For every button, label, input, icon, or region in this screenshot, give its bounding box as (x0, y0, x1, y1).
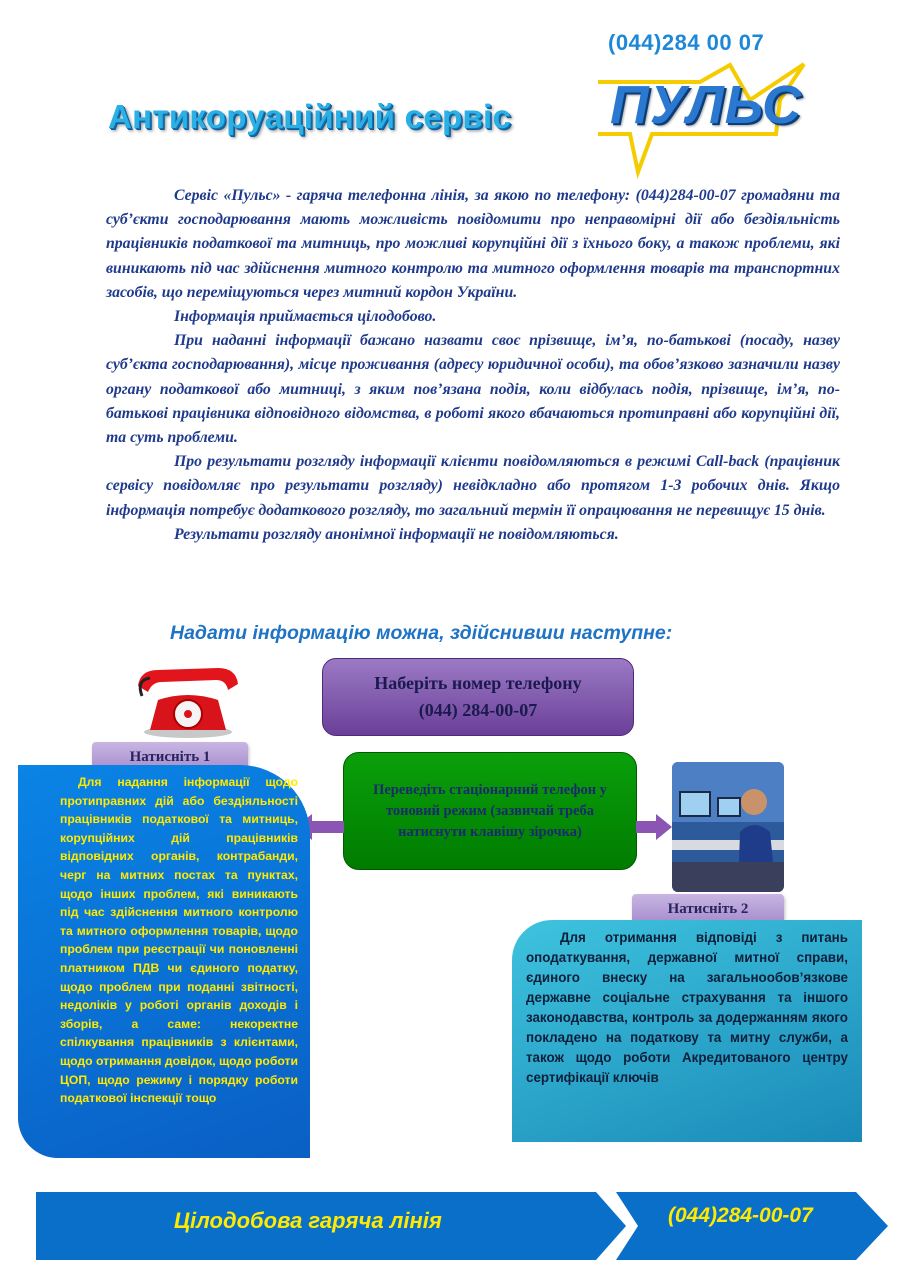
option-1-text: Для надання інформації щодо протиправних дій або бездіяльності працівників податкової та митниць, корупційних дій працівників відповідних органів, контрабанди, черг на митних постах та пунктах, щодо інших проблем, які виникають під час здійснення митного контролю та митного оформлення товарів, щодо проблем при реєстрації чи поновленні платником ПДВ чи єдиного податку, щодо проблем при поданні звітності, недоліків у роботі органів доходів і зборів, а саме: некоректне спілкування працівників з клієнтами, щодо отримання довідок, щодо роботи ЦОП, щодо режиму і порядку роботи податкової інспекції тощо (60, 775, 298, 1106)
hotline-label: Цілодобова гаряча лінія (174, 1208, 442, 1233)
press-2-label: Натисніть 2 (632, 894, 784, 924)
dial-instruction: Наберіть номер телефону (374, 673, 582, 693)
telephone-icon (128, 660, 246, 740)
press-1-label: Натисніть 1 (92, 742, 248, 772)
option-2-text: Для отримання відповіді з питань оподаткування, державної митної справи, єдиного внеску на загальнообов’язкове державне соціальне страхування та іншого законодавства, контроль за додержанням якого покладено на податкову та митну служби, а також щодо роботи Акредитованого центру сертифікації ключів (526, 930, 848, 1085)
tone-mode-text: Переведіть стаціонарний телефон у тоновий режим (зазвичай треба натиснути клавішу зірочка) (373, 781, 607, 840)
option-2-box (512, 920, 862, 1142)
option-1-box (18, 765, 310, 1158)
tone-mode-box (343, 752, 637, 870)
steps-heading: Надати інформацію можна, здійснивши наступне: (170, 622, 673, 644)
dial-number-box (322, 658, 634, 736)
call-center-photo (672, 762, 784, 892)
paragraph: Результати розгляду анонімної інформації не повідомляються. (174, 525, 619, 543)
dial-number: (044) 284-00-07 (418, 700, 538, 720)
paragraph: При наданні інформації бажано назвати своє прізвище, ім’я, по-батькові (посаду, назву суб’єкта господарювання), місце проживання (адресу юридичної особи), та обов’язково зазначили назву органу податкової або митниці, з яким пов’язана подія, коли відбулась подія, прізвище, ім’я, по-батькові працівника відповідного відомства, в роботі якого вбачаються протиправні або корупційні дії, та суть проблеми. (106, 332, 840, 447)
paragraph: Про результати розгляду інформації клієнти повідомляються в режимі Call-back (працівник сервісу повідомляє про результати розгляду) невідкладно або протягом 1-3 робочих днів. Якщо інформація потребує додаткового розгляду, то загальний термін її опрацювання не перевищує 15 днів. (106, 453, 840, 519)
arrow-right-icon (636, 814, 672, 840)
hotline-phone: (044)284-00-07 (668, 1204, 813, 1227)
paragraph: Сервіс «Пульс» - гаряча телефонна лінія, за якою по телефону: (044)284-00-07 громадяни та суб’єкти господарювання мають можливість повідомити про неправомірні дії або бездіяльність працівників податкової та митниць, про можливі корупційні дії з їхнього боку, а також проблеми, які виникають під час здійснення митного контролю та митного оформлення товарів та транспортних засобів, що переміщуються через митний кордон України. (106, 187, 840, 301)
paragraph: Інформація приймається цілодобово. (174, 308, 437, 326)
intro-text (106, 184, 840, 547)
page-title: Антикоруаційний сервіс (108, 98, 512, 135)
header-phone: (044)284 00 07 (608, 30, 765, 55)
logo-text: ПУЛЬС (610, 75, 802, 135)
